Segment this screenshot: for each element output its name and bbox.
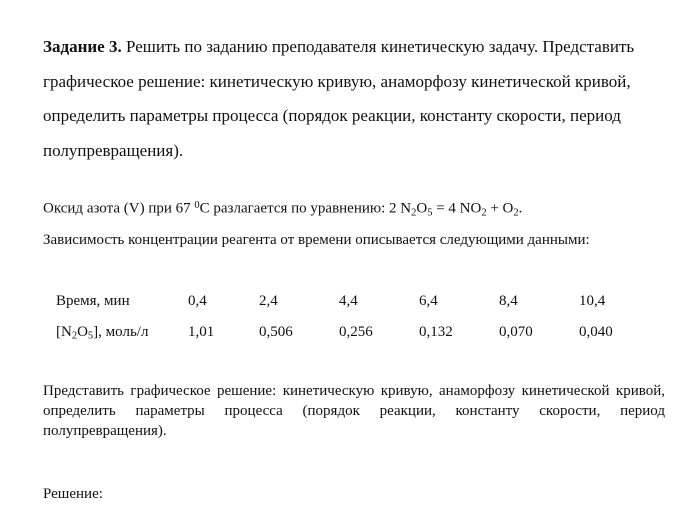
concentration-cell: 0,132 xyxy=(419,324,453,340)
time-cell: 2,4 xyxy=(259,293,278,309)
dependency-text: Зависимость концентрации реагента от времени описывается следующими данными: xyxy=(43,232,590,248)
task-statement xyxy=(43,30,673,168)
concentration-cell: 0,070 xyxy=(499,324,533,340)
time-cell: 10,4 xyxy=(579,293,606,309)
concentration-cell: 0,256 xyxy=(339,324,373,340)
concentration-cell: 0,506 xyxy=(259,324,293,340)
table-row-concentration xyxy=(56,317,639,348)
time-cell: 8,4 xyxy=(499,293,518,309)
concentration-cell: 1,01 xyxy=(188,324,215,340)
kinetic-data-table xyxy=(56,286,639,348)
solution-label: Решение: xyxy=(43,486,103,502)
concentration-cell: 0,040 xyxy=(579,324,613,340)
instruction-paragraph: Представить графическое решение: кинетическую кривую, анаморфозу кинетической кривой, определить параметры процесса (порядок реакции, константу скорости, период полупревращения). xyxy=(43,383,665,439)
task-title: Задание 3. xyxy=(43,37,122,56)
task-text: Решить по заданию преподавателя кинетическую задачу. Представить графическое решение: кинетическую кривую, анаморфозу кинетической кривой, определить параметры процесса (порядок реакции, константу скорости, период полупревращения). xyxy=(43,37,635,160)
concentration-label: $[N_2O_5]$, моль/л xyxy=(56,323,149,342)
degree-superscript: 0 xyxy=(194,200,200,211)
time-cell: 6,4 xyxy=(419,293,438,309)
table-row-time xyxy=(56,286,639,317)
reaction-condition: Оксид азота (V) при 67 $^0$С разлагается по уравнению: 2 $N_2O_5 = 4$ $NO_2 + O_2$. xyxy=(43,200,523,219)
time-label: Время, мин xyxy=(56,293,130,309)
time-cell: 4,4 xyxy=(339,293,358,309)
time-cell: 0,4 xyxy=(188,293,207,309)
